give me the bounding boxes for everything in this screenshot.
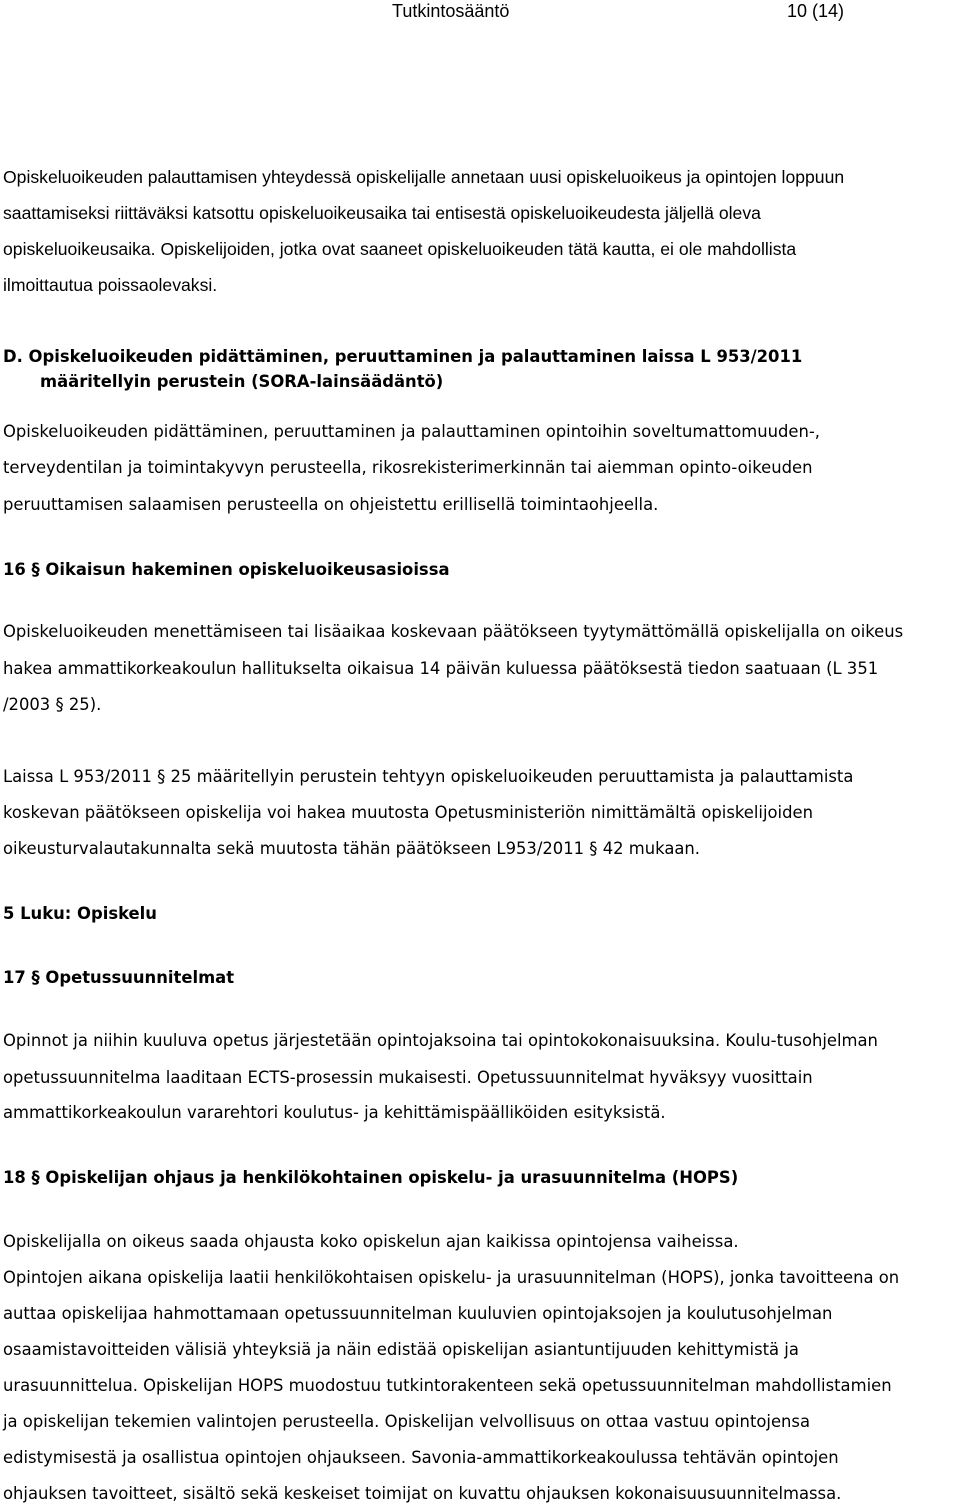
paragraph-line: /2003 § 25). [3,695,102,714]
paragraph-line: opiskeluoikeusaika. Opiskelijoiden, jotka ovat saaneet opiskeluoikeuden tätä kautta, ei ole mahdollista [3,239,797,259]
paragraph-line: ja opiskelijan tekemien valintojen perusteella. Opiskelijan velvollisuus on ottaa vastuu opintojensa [3,1412,811,1431]
paragraph-line: koskevan päätökseen opiskelija voi hakea muutosta Opetusministeriön nimittämältä opiskelijoiden [3,803,813,822]
paragraph-line: Laissa L 953/2011 § 25 määritellyin perustein tehtyyn opiskeluoikeuden peruuttamista ja palauttamista [3,767,854,786]
paragraph-line: Opintojen aikana opiskelija laatii henkilökohtaisen opiskelu- ja urasuunnitelman (HOPS), jonka tavoitteena on [3,1268,900,1287]
paragraph-line: edistymisestä ja osallistua opintojen ohjaukseen. Savonia-ammattikorkeakoulussa tehtävän opintojen [3,1448,839,1467]
chapter-heading-5: 5 Luku: Opiskelu [3,904,157,923]
paragraph-line: ilmoittautua poissaolevaksi. [3,275,218,295]
section-heading-16: 16 § Oikaisun hakeminen opiskeluoikeusasioissa [3,560,450,579]
paragraph-line: oikeusturvalautakunnalta sekä muutosta tähän päätökseen L953/2011 § 42 mukaan. [3,839,701,858]
paragraph-line: osaamistavoitteiden välisiä yhteyksiä ja näin edistää opiskelijan asiantuntijuuden kehittymistä ja [3,1340,799,1359]
page-header [0,0,960,24]
paragraph-line: Opinnot ja niihin kuuluva opetus järjestetään opintojaksoina tai opintokokonaisuuksina. Koulu-tusohjelman [3,1031,878,1050]
section-heading-d: D. Opiskeluoikeuden pidättäminen, peruuttaminen ja palauttaminen laissa L 953/2011 [3,347,803,366]
paragraph-line: auttaa opiskelijaa hahmottamaan opetussuunnitelman kuuluvien opintojaksojen ja koulutusohjelman [3,1304,833,1323]
paragraph-line: Opiskeluoikeuden menettämiseen tai lisäaikaa koskevaan päätökseen tyytymättömällä opiskelijalla on oikeus [3,622,904,641]
paragraph-line: Opiskeluoikeuden palauttamisen yhteydessä opiskelijalle annetaan uusi opiskeluoikeus ja opintojen loppuun [3,167,845,187]
section-heading-17: 17 § Opetussuunnitelmat [3,968,235,987]
paragraph-line: hakea ammattikorkeakoulun hallitukselta oikaisua 14 päivän kuluessa päätöksestä tiedon saatuaan (L 351 [3,659,879,678]
paragraph-line: ammattikorkeakoulun vararehtori koulutus- ja kehittämispäälliköiden esityksistä. [3,1103,666,1122]
paragraph-line: saattamiseksi riittäväksi katsottu opiskeluoikeusaika tai entisestä opiskeluoikeudesta jäljellä oleva [3,203,761,223]
paragraph-line: Opiskeluoikeuden pidättäminen, peruuttaminen ja palauttaminen opintoihin soveltumattomuuden-, [3,422,820,441]
document-title: Tutkintosääntö [392,1,510,21]
paragraph-line: opetussuunnitelma laaditaan ECTS-prosessin mukaisesti. Opetussuunnitelmat hyväksyy vuosittain [3,1068,813,1087]
paragraph-line: peruuttamisen salaamisen perusteella on ohjeistettu erillisellä toimintaohjeella. [3,495,659,514]
paragraph-line: Opiskelijalla on oikeus saada ohjausta koko opiskelun ajan kaikissa opintojensa vaiheissa. [3,1232,739,1251]
section-heading-18: 18 § Opiskelijan ohjaus ja henkilökohtainen opiskelu- ja urasuunnitelma (HOPS) [3,1168,739,1187]
paragraph-line: urasuunnittelua. Opiskelijan HOPS muodostuu tutkintorakenteen sekä opetussuunnitelman mahdollistamien [3,1376,892,1395]
section-heading-d-continued: määritellyin perustein (SORA-lainsäädäntö) [40,372,444,391]
paragraph-line: terveydentilan ja toimintakyvyn perusteella, rikosrekisterimerkinnän tai aiemman opinto-oikeuden [3,458,813,477]
page-number: 10 (14) [787,1,845,21]
paragraph-line: ohjauksen tavoitteet, sisältö sekä keskeiset toimijat on kuvattu ohjauksen kokonaisuusuunnitelmassa. [3,1484,842,1503]
